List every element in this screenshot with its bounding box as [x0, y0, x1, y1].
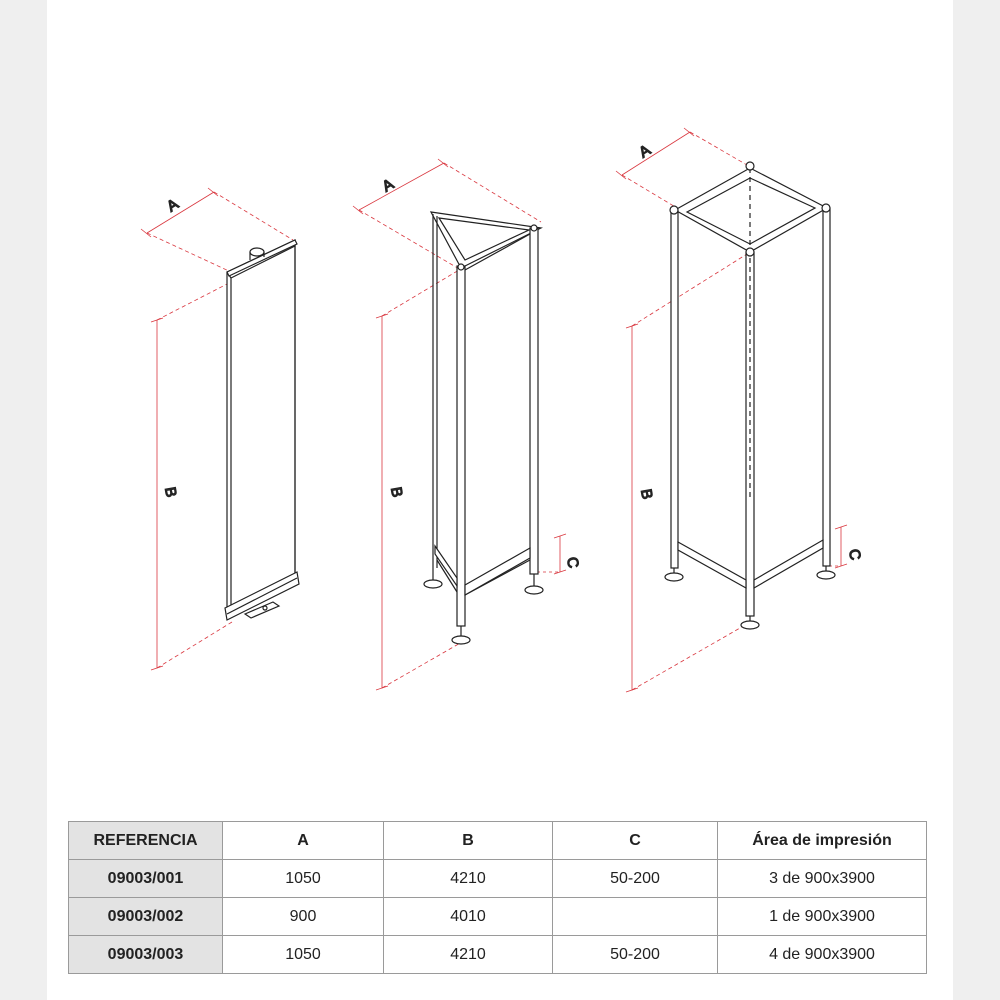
header-c: C [553, 822, 718, 860]
dimension-b-model-1 [151, 282, 232, 670]
dimension-b-model-3 [626, 254, 747, 692]
page [47, 0, 953, 1000]
model-single-panel [141, 188, 299, 670]
cell-a: 1050 [223, 936, 384, 974]
model-square-tower [616, 128, 864, 692]
cell-area: 3 de 900x3900 [718, 860, 927, 898]
cell-c: 50-200 [553, 936, 718, 974]
table-row [69, 936, 927, 974]
cell-a: 900 [223, 898, 384, 936]
specifications-table [68, 821, 927, 974]
cell-area: 4 de 900x3900 [718, 936, 927, 974]
cell-referencia: 09003/002 [69, 898, 223, 936]
header-area: Área de impresión [718, 822, 927, 860]
label-b-model-1: B [161, 485, 180, 499]
label-b-model-2: B [387, 485, 406, 499]
table-header-row [69, 822, 927, 860]
dimension-b-model-2 [376, 270, 462, 690]
header-b: B [384, 822, 553, 860]
dimension-c-model-2 [537, 534, 566, 574]
cell-referencia: 09003/003 [69, 936, 223, 974]
label-a-model-3: A [636, 141, 654, 162]
cell-b: 4010 [384, 898, 553, 936]
cell-c [553, 898, 718, 936]
cell-c: 50-200 [553, 860, 718, 898]
cell-b: 4210 [384, 936, 553, 974]
cell-b: 4210 [384, 860, 553, 898]
label-c-model-2: C [563, 555, 582, 570]
cell-referencia: 09003/001 [69, 860, 223, 898]
table-row [69, 898, 927, 936]
technical-drawing [47, 0, 953, 800]
model-triangular [353, 159, 582, 690]
cell-a: 1050 [223, 860, 384, 898]
header-referencia: REFERENCIA [69, 822, 223, 860]
label-a-model-1: A [163, 195, 182, 216]
label-c-model-3: C [845, 547, 864, 562]
table-row [69, 860, 927, 898]
label-b-model-3: B [637, 487, 656, 501]
label-a-model-2: A [379, 175, 397, 196]
header-a: A [223, 822, 384, 860]
cell-area: 1 de 900x3900 [718, 898, 927, 936]
